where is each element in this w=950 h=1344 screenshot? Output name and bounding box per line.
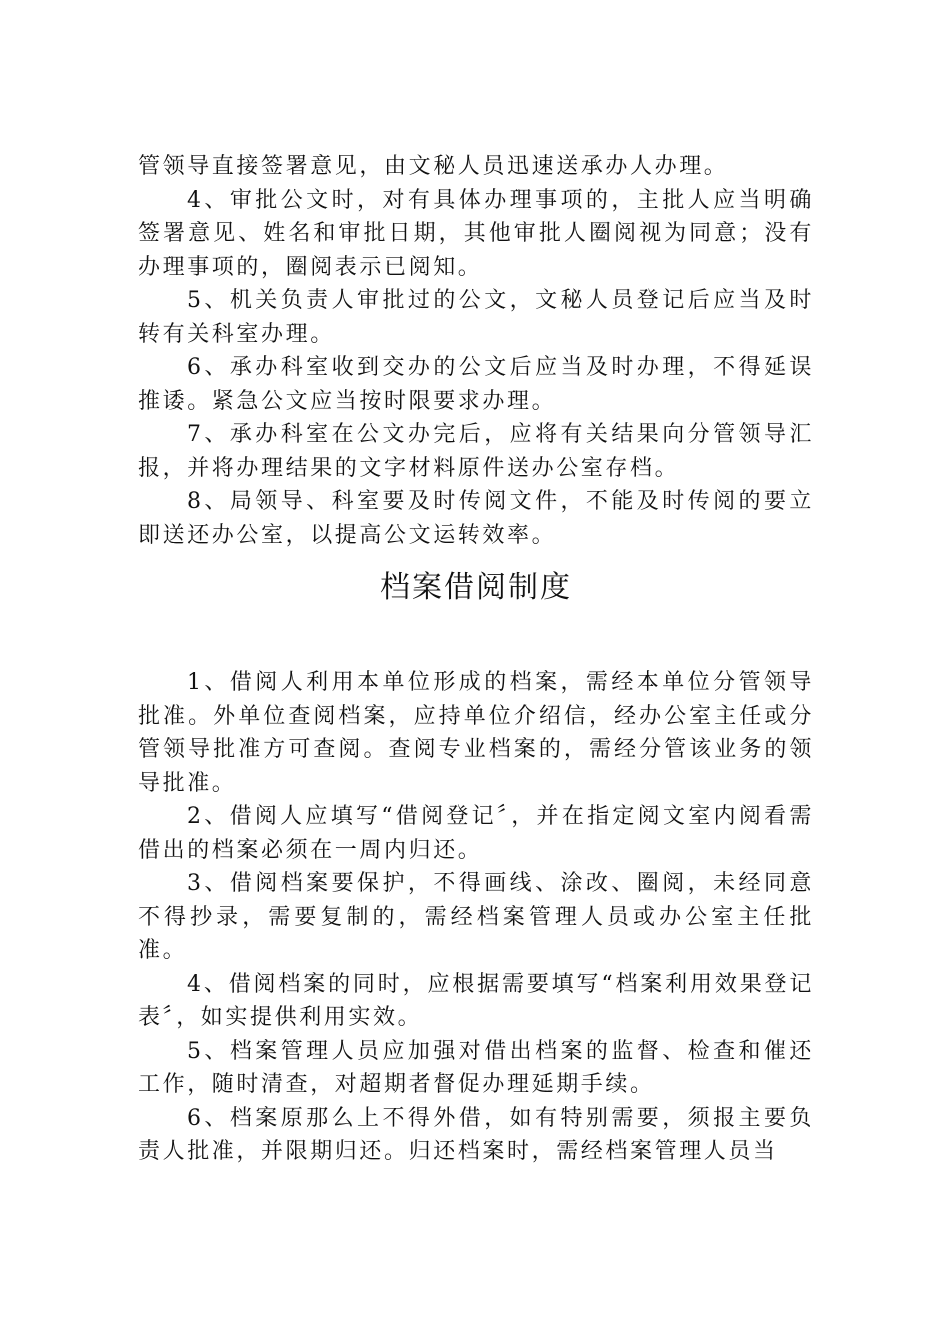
section-archive-borrowing <box>138 666 814 1169</box>
paragraph-item-6: 6、承办科室收到交办的公文后应当及时办理，不得延误推诿。紧急公文应当按时限要求办理。 <box>138 355 814 414</box>
document-page <box>138 150 814 1169</box>
paragraph-item-5: 5、档案管理人员应加强对借出档案的监督、检查和催还工作，随时清查，对超期者督促办理延期手续。 <box>138 1038 814 1097</box>
paragraph-item-4: 4、审批公文时，对有具体办理事项的，主批人应当明确签署意见、姓名和审批日期，其他审批人圈阅视为同意；没有办理事项的，圈阅表示已阅知。 <box>138 187 814 280</box>
section-title: 档案借阅制度 <box>380 570 572 605</box>
paragraph-item-2: 2、借阅人应填写“借阅登记〞，并在指定阅文室内阅看需借出的档案必须在一周内归还。 <box>138 804 814 863</box>
paragraph-item-4: 4、借阅档案的同时，应根据需要填写“档案利用效果登记表〞，如实提供利用实效。 <box>138 971 814 1030</box>
paragraph-item-7: 7、承办科室在公文办完后，应将有关结果向分管领导汇报，并将办理结果的文字材料原件送办公室存档。 <box>138 422 814 481</box>
paragraph-continued: 管领导直接签署意见，由文秘人员迅速送承办人办理。 <box>138 154 729 179</box>
section-official-documents <box>138 150 814 552</box>
paragraph-item-5: 5、机关负责人审批过的公文，文秘人员登记后应当及时转有关科室办理。 <box>138 288 814 347</box>
paragraph-item-6: 6、档案原那么上不得外借，如有特别需要，须报主要负责人批准，并限期归还。归还档案时，需经档案管理人员当 <box>138 1105 814 1164</box>
paragraph-item-8: 8、局领导、科室要及时传阅文件，不能及时传阅的要立即送还办公室，以提高公文运转效率。 <box>138 489 814 548</box>
paragraph-item-1: 1、借阅人利用本单位形成的档案，需经本单位分管领导批准。外单位查阅档案，应持单位介绍信，经办公室主任或分管领导批准方可查阅。查阅专业档案的，需经分管该业务的领导批准。 <box>138 670 814 796</box>
paragraph-item-3: 3、借阅档案要保护，不得画线、涂改、圈阅，未经同意不得抄录，需要复制的，需经档案管理人员或办公室主任批准。 <box>138 871 814 963</box>
